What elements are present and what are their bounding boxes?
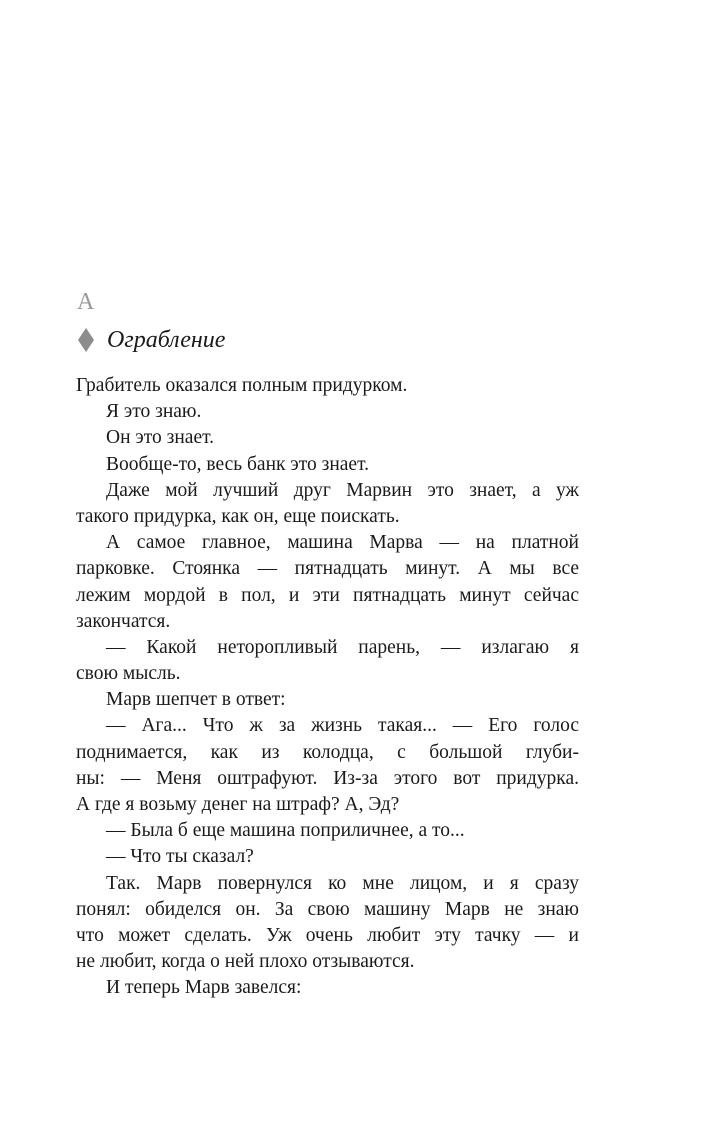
text-line: понял: обиделся он. За свою машину Марв не знаю <box>76 898 579 920</box>
text-line: Я это знаю. <box>106 401 202 423</box>
text-line: Даже мой лучший друг Марвин это знает, а уж <box>106 479 579 501</box>
text-line: А самое главное, машина Марва — на платной <box>106 532 579 554</box>
text-line: Вообще-то, весь банк это знает. <box>106 453 370 475</box>
text-line: — Была б еще машина поприличнее, а то... <box>106 820 465 842</box>
text-line: — Ага... Что ж за жизнь такая... — Его голос <box>106 715 579 737</box>
chapter-heading <box>77 324 225 356</box>
text-line: лежим мордой в пол, и эти пятнадцать минут сейчас <box>76 584 579 606</box>
text-line: А где я возьму денег на штраф? А, Эд? <box>76 794 400 815</box>
text-line: не любит, когда о ней плохо отзываются. <box>76 951 415 973</box>
diamond-icon <box>77 327 95 353</box>
text-line: закончатся. <box>76 610 171 632</box>
text-line: — Какой неторопливый парень, — излагаю я <box>106 636 579 658</box>
part-letter: А <box>77 289 96 315</box>
text-line: И теперь Марв завелся: <box>106 977 302 999</box>
text-line: Марв шепчет в ответ: <box>106 689 286 711</box>
body-text <box>76 373 579 1002</box>
text-line: свою мысль. <box>76 663 181 685</box>
text-line: Грабитель оказался полным придурком. <box>76 375 408 396</box>
text-line: Он это знает. <box>106 427 215 449</box>
text-line: что может сделать. Уж очень любит эту тачку — и <box>76 924 579 946</box>
chapter-title: Ограбление <box>107 327 226 353</box>
text-line: Так. Марв повернулся ко мне лицом, и я сразу <box>106 872 579 894</box>
text-line: поднимается, как из колодца, с большой глуби- <box>76 741 579 763</box>
text-line: ны: — Меня оштрафуют. Из-за этого вот придурка. <box>76 767 579 789</box>
text-line: — Что ты сказал? <box>106 846 254 868</box>
text-line: такого придурка, как он, еще поискать. <box>76 505 400 527</box>
text-line: парковке. Стоянка — пятнадцать минут. А мы все <box>76 558 579 580</box>
